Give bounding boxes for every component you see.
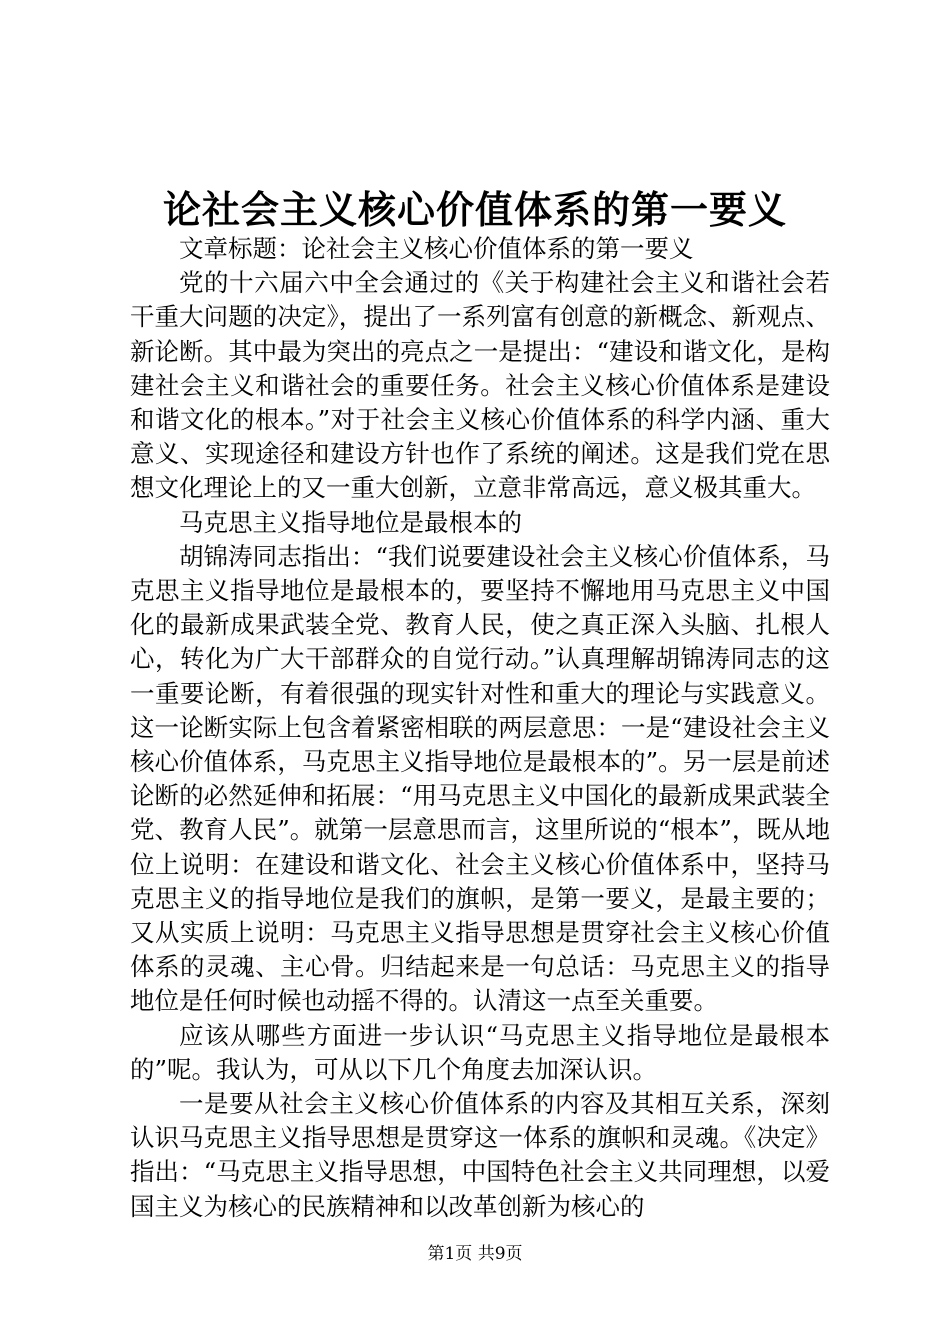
paragraph: 一是要从社会主义核心价值体系的内容及其相互关系，深刻认识马克思主义指导思想是贯穿这一体系的旗帜和灵魂。《决定》指出：“马克思主义指导思想，中国特色社会主义共同理想，以爱国主义为核心的民族精神和以改革创新为核心的 — [130, 1089, 830, 1221]
paragraph: 胡锦涛同志指出：“我们说要建设社会主义核心价值体系，马克思主义指导地位是最根本的，要坚持不懈地用马克思主义中国化的最新成果武装全党、教育人民，使之真正深入头脑、扎根人心，转化为广大干部群众的自觉行动。”认真理解胡锦涛同志的这一重要论断，有着很强的现实针对性和重大的理论与实践意义。这一论断实际上包含着紧密相联的两层意思：一是“建设社会主义核心价值体系，马克思主义指导地位是最根本的”。另一层是前述论断的必然延伸和拓展：“用马克思主义中国化的最新成果武装全党、教育人民”。就第一层意思而言，这里所说的“根本”，既从地位上说明：在建设和谐文化、社会主义核心价值体系中，坚持马克思主义的指导地位是我们的旗帜，是第一要义，是最主要的；又从实质上说明：马克思主义指导思想是贯穿社会主义核心价值体系的灵魂、主心骨。归结起来是一句总话：马克思主义的指导地位是任何时候也动摇不得的。认清这一点至关重要。 — [130, 541, 830, 1016]
section-heading: 马克思主义指导地位是最根本的 — [179, 507, 522, 537]
paragraph: 党的十六届六中全会通过的《关于构建社会主义和谐社会若干重大问题的决定》，提出了一系列富有创意的新概念、新观点、新论断。其中最为突出的亮点之一是提出：“建设和谐文化，是构建社会主义和谐社会的重要任务。社会主义核心价值体系是建设和谐文化的根本。”对于社会主义核心价值体系的科学内涵、重大意义、实现途径和建设方针也作了系统的阐述。这是我们党在思想文化理论上的又一重大创新，立意非常高远，意义极其重大。 — [130, 268, 830, 503]
document-body — [130, 232, 830, 1224]
article-heading-line: 文章标题：论社会主义核心价值体系的第一要义 — [179, 234, 694, 263]
page-footer: 第1页 共9页 — [427, 1244, 523, 1264]
paragraph: 应该从哪些方面进一步认识“马克思主义指导地位是最根本的”呢。我认为，可从以下几个角度去加深认识。 — [130, 1020, 830, 1084]
page-title: 论社会主义核心价值体系的第一要义 — [162, 187, 787, 232]
